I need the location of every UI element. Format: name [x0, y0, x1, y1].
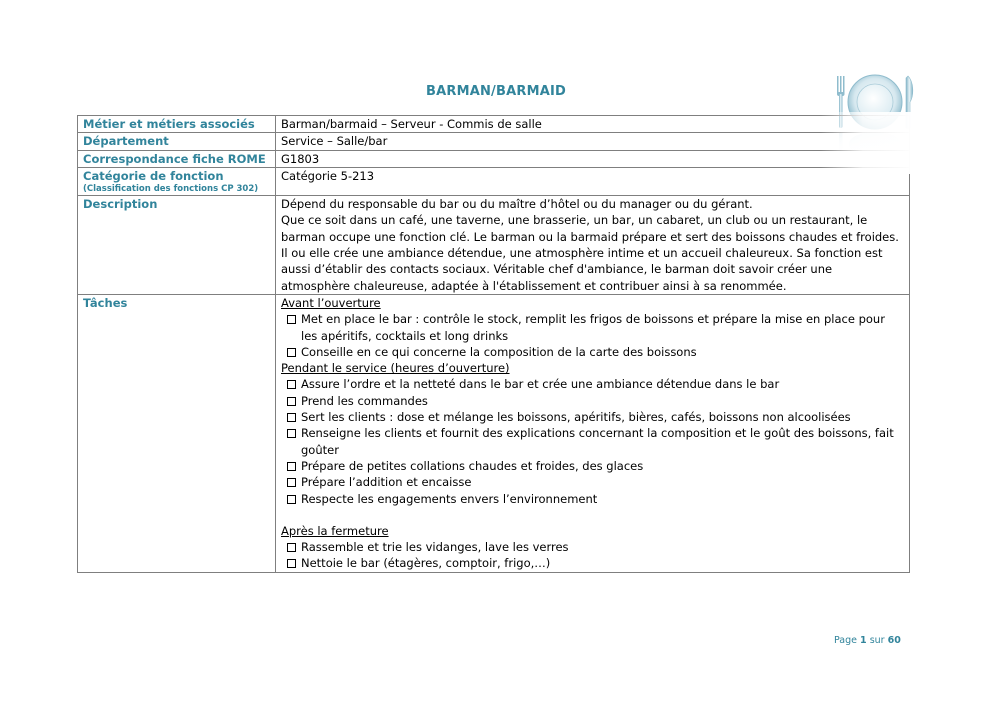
task-list: [281, 376, 904, 506]
tasks-cell: [276, 294, 910, 572]
checkbox-icon: [287, 495, 296, 504]
task-text: Renseigne les clients et fournit des explications concernant la composition et le goût des boissons, fait goûter: [301, 426, 894, 457]
page-title: BARMAN/BARMAID: [425, 84, 566, 99]
description-line: Dépend du responsable du bar ou du maître d’hôtel ou du manager ou du gérant.: [281, 197, 753, 212]
task-text: Assure l’ordre et la netteté dans le bar et crée une ambiance détendue dans le bar: [301, 377, 780, 392]
table-row: [78, 167, 910, 195]
row-label: Correspondance fiche ROME: [78, 150, 276, 167]
row-label: [78, 167, 276, 195]
checkbox-icon: [287, 478, 296, 487]
spacer: [281, 507, 904, 523]
row-label: Métier et métiers associés: [78, 116, 276, 133]
task-item: [285, 311, 904, 344]
table-row: [78, 116, 910, 133]
task-text: Rassemble et trie les vidanges, lave les verres: [301, 540, 569, 555]
description-text: [276, 196, 910, 295]
task-item: [285, 344, 904, 360]
page-total: 60: [887, 635, 901, 646]
description-label: Description: [78, 196, 276, 295]
task-text: Prend les commandes: [301, 393, 428, 408]
task-text: Prépare l’addition et encaisse: [301, 475, 472, 490]
row-label-text: Catégorie de fonction: [83, 168, 224, 183]
page-current: 1: [860, 635, 867, 646]
description-line: Que ce soit dans un café, une taverne, une brasserie, un bar, un cabaret, un club ou un restaurant, le barman occupe une fonction clé. Le barman ou la barmaid prépare et sert des boissons chaudes et froides. Il ou elle crée une ambiance détendue, une atmosphère intime et un accueil chaleureux. Sa fonction est aussi d’établir des contacts sociaux. Véritable chef d'ambiance, le barman doit savoir créer une atmosphère chaleureuse, adaptée à l'établissement et contribuer ainsi à sa renommée.: [281, 213, 899, 293]
task-text: Met en place le bar : contrôle le stock, remplit les frigos de boissons et prépare la mise en place pour les apéritifs, cocktails et long drinks: [301, 312, 885, 343]
row-value: G1803: [276, 150, 910, 167]
row-label: Département: [78, 133, 276, 150]
row-value: Catégorie 5-213: [276, 167, 910, 195]
task-item: [285, 539, 904, 555]
task-item: [285, 491, 904, 507]
task-text: Respecte les engagements envers l’environnement: [301, 491, 598, 506]
table-row: [78, 133, 910, 150]
task-list: [281, 539, 904, 572]
task-text: Prépare de petites collations chaudes et froides, des glaces: [301, 458, 644, 473]
task-text: Nettoie le bar (étagères, comptoir, frigo,…): [301, 556, 551, 571]
checkbox-icon: [287, 315, 296, 324]
checkbox-icon: [287, 380, 296, 389]
task-item: [285, 555, 904, 571]
table-row: [78, 150, 910, 167]
checkbox-icon: [287, 462, 296, 471]
row-value: Service – Salle/bar: [276, 133, 910, 150]
table-row: [78, 294, 910, 572]
task-item: [285, 425, 904, 458]
checkbox-icon: [287, 413, 296, 422]
logo-fade-overlay: [820, 112, 915, 174]
row-sublabel: (Classification des fonctions CP 302): [83, 184, 259, 195]
task-item: [285, 376, 904, 392]
checkbox-icon: [287, 348, 296, 357]
job-description-table: [77, 115, 910, 573]
task-item: [285, 474, 904, 490]
task-item: [285, 409, 904, 425]
section-heading: Avant l’ouverture: [281, 295, 381, 310]
section-heading: Après la fermeture: [281, 523, 389, 538]
checkbox-icon: [287, 559, 296, 568]
checkbox-icon: [287, 397, 296, 406]
task-text: Sert les clients : dose et mélange les boissons, apéritifs, bières, cafés, boissons non alcoolisées: [301, 410, 851, 425]
section-heading: Pendant le service (heures d’ouverture): [281, 361, 510, 376]
page-prefix: Page: [834, 635, 857, 646]
task-list: [281, 311, 904, 360]
table-row: [78, 196, 910, 295]
checkbox-icon: [287, 543, 296, 552]
page-number: [834, 635, 901, 646]
row-value: Barman/barmaid – Serveur - Commis de salle: [276, 116, 910, 133]
task-text: Conseille en ce qui concerne la composition de la carte des boissons: [301, 344, 697, 359]
checkbox-icon: [287, 429, 296, 438]
page-middle: sur: [869, 635, 885, 646]
task-item: [285, 458, 904, 474]
task-item: [285, 393, 904, 409]
tasks-label: Tâches: [78, 294, 276, 572]
